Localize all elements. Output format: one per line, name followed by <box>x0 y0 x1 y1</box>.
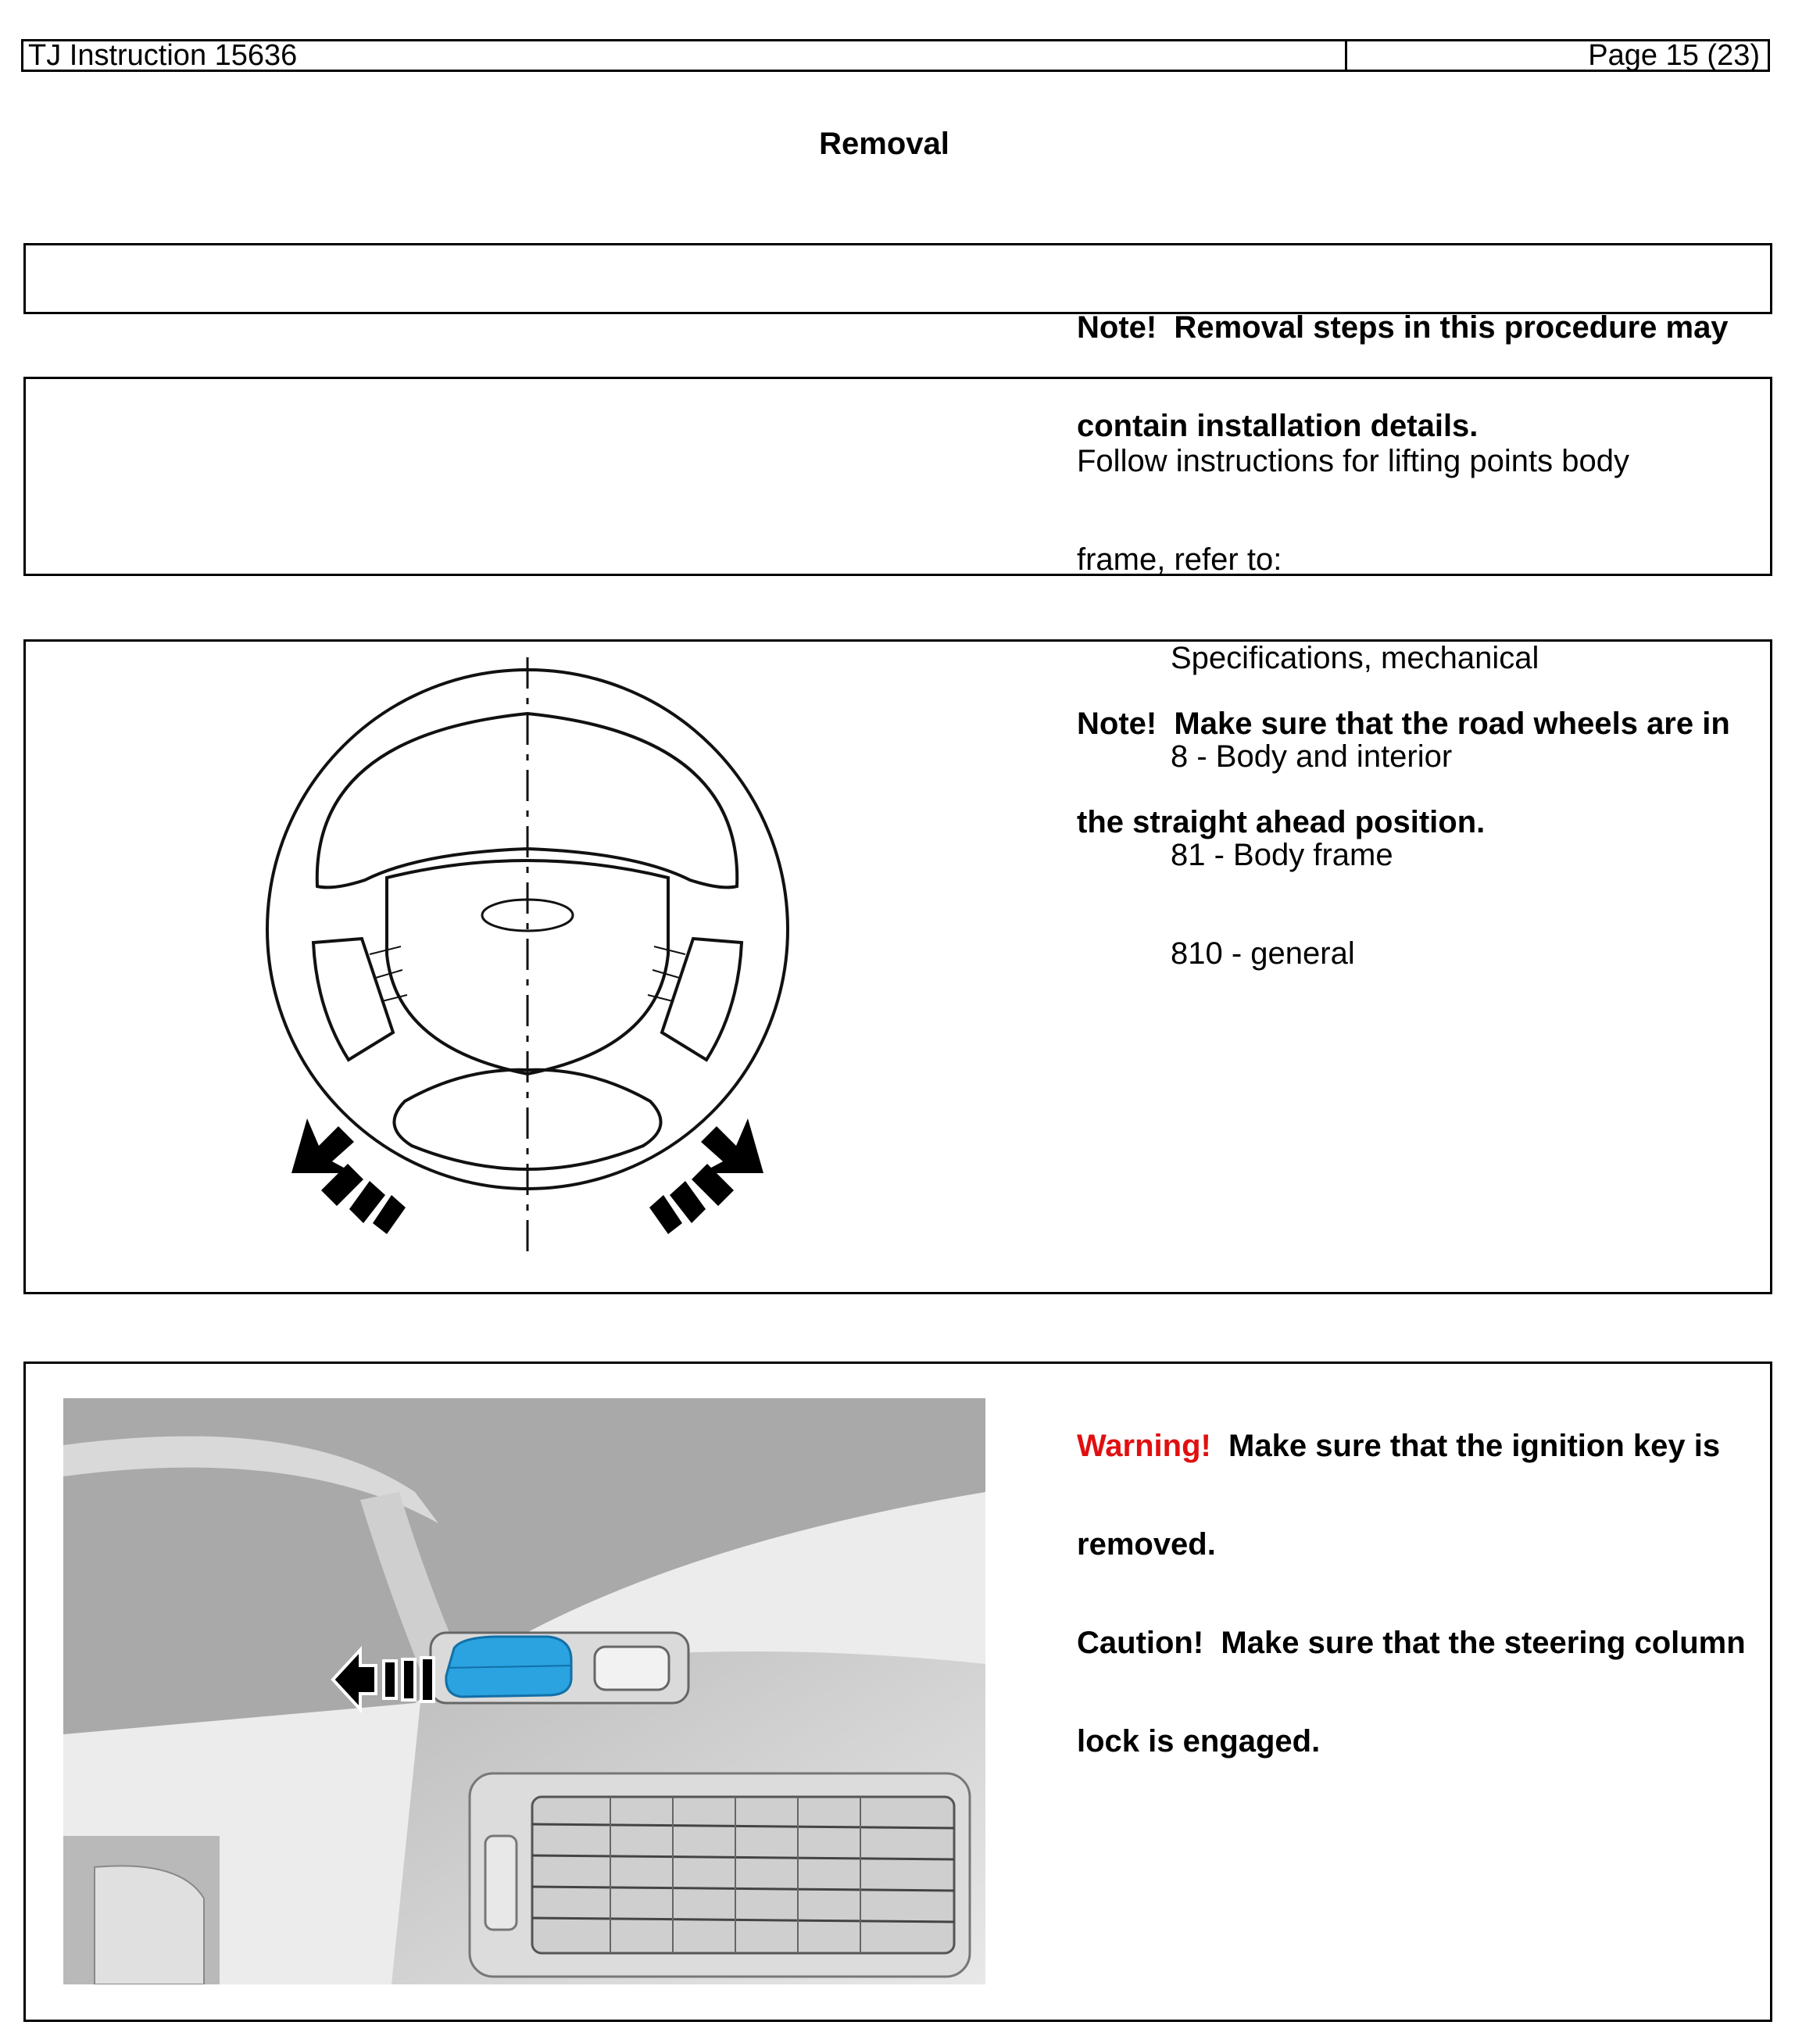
page-header <box>21 39 1770 72</box>
reference-item: 81 - Body frame <box>1171 838 1393 872</box>
lifting-line-1: Follow instructions for lifting points body <box>1077 444 1629 478</box>
ignition-warning-text <box>1077 1364 1746 1823</box>
wheels-line-1: Note! Make sure that the road wheels are in <box>1077 707 1730 741</box>
caution-line-1: Caution! Make sure that the steering column <box>1077 1626 1746 1660</box>
warning-label: Warning! <box>1077 1429 1211 1463</box>
note-line-1: Note! Removal steps in this procedure may <box>1077 310 1729 345</box>
reference-item: 810 - general <box>1171 936 1355 971</box>
document-id: TJ Instruction 15636 <box>23 41 1347 70</box>
step-ignition-warning <box>23 1362 1772 2022</box>
section-title: Removal <box>819 127 949 161</box>
warning-line-2: removed. <box>1077 1527 1216 1562</box>
wheels-line-2: the straight ahead position. <box>1077 805 1486 839</box>
warning-text: Make sure that the ignition key is <box>1210 1429 1721 1463</box>
dashboard-illustration <box>63 1398 985 1984</box>
reference-item: 8 - Body and interior <box>1171 739 1453 774</box>
lifting-line-2: frame, refer to: <box>1077 542 1282 577</box>
note-line-2: contain installation details. <box>1077 409 1479 443</box>
step-note-removal <box>23 243 1772 443</box>
steering-wheel-illustration <box>26 642 1042 1290</box>
caution-line-2: lock is engaged. <box>1077 1724 1321 1759</box>
reference-link[interactable]: Specifications, mechanical <box>1171 641 1539 675</box>
wheels-note <box>1077 642 1730 904</box>
warning-line-1 <box>1077 1429 1746 1462</box>
page-number: Page 15 (23) <box>1588 39 1760 72</box>
step-wheels-straight <box>23 639 1772 1294</box>
